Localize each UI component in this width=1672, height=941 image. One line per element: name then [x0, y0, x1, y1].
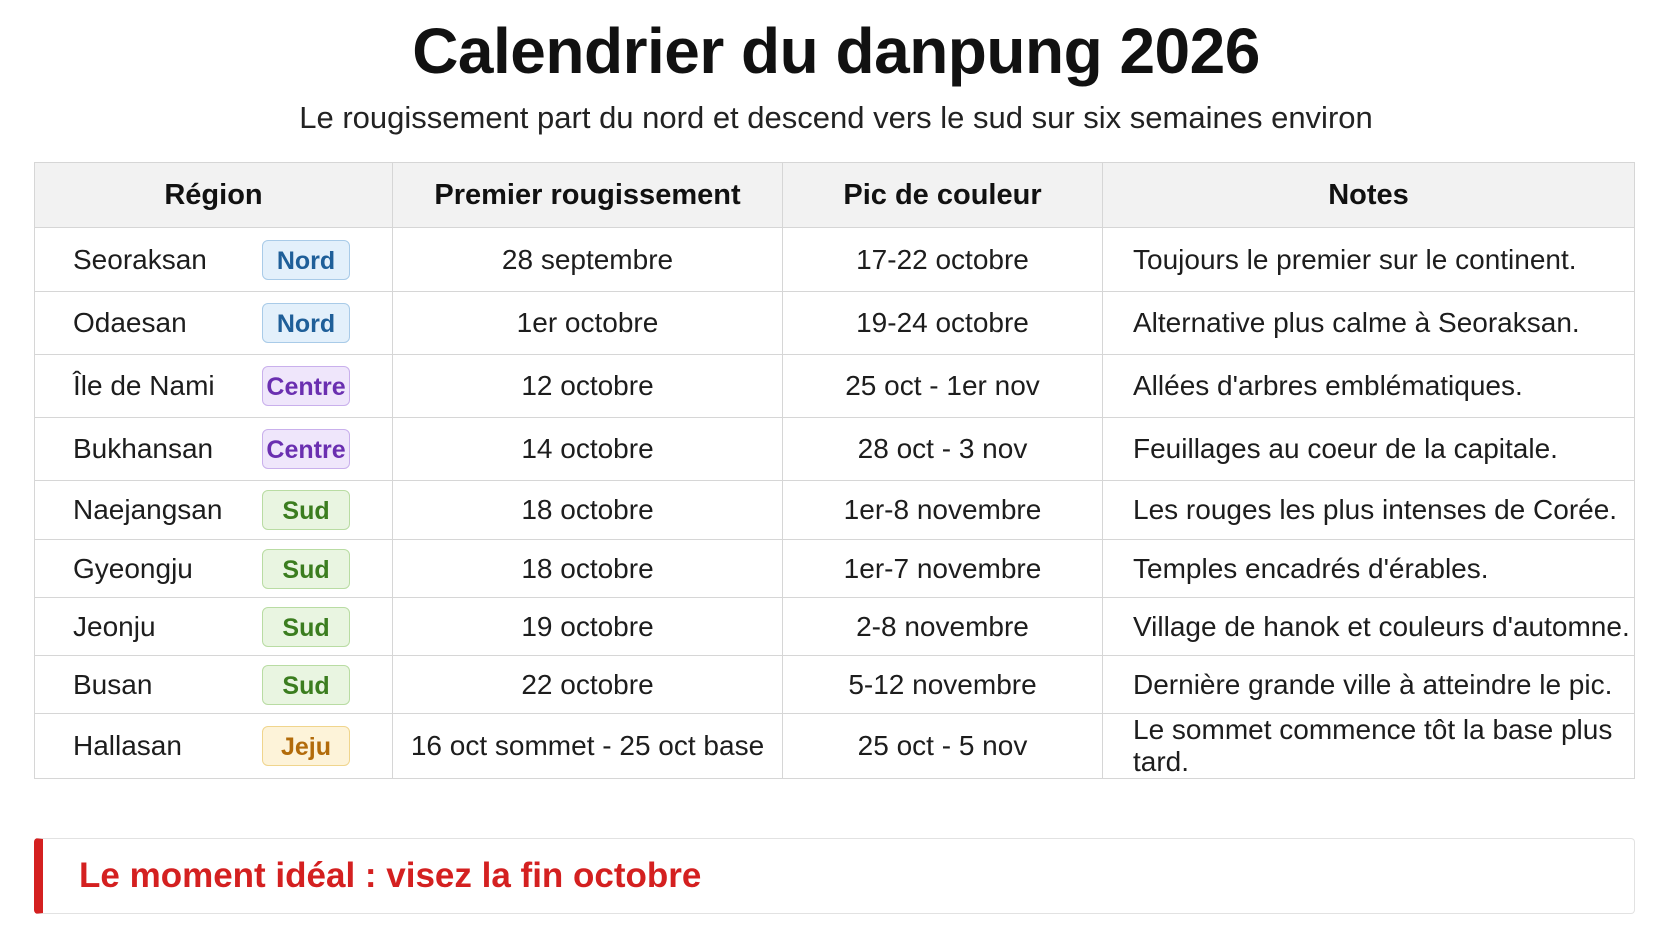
cell-notes: Le sommet commence tôt la base plus tard. [1103, 714, 1635, 779]
table-header-row [35, 163, 1635, 228]
table-row [35, 228, 1635, 292]
cell-first-reddening: 16 oct sommet - 25 oct base [393, 714, 783, 779]
region-name: Seoraksan [73, 243, 207, 275]
cell-peak-color: 5-12 novembre [783, 656, 1103, 714]
zone-badge: Jeju [262, 726, 350, 766]
zone-badge: Centre [262, 366, 350, 406]
zone-badge: Nord [262, 303, 350, 343]
cell-first-reddening: 1er octobre [393, 292, 783, 355]
cell-first-reddening: 14 octobre [393, 418, 783, 481]
region-name: Naejangsan [73, 494, 223, 525]
table-row [35, 540, 1635, 598]
table-row [35, 481, 1635, 540]
cell-notes: Feuillages au coeur de la capitale. [1103, 418, 1635, 481]
cell-peak-color: 17-22 octobre [783, 228, 1103, 292]
cell-region [35, 714, 393, 779]
cell-notes: Allées d'arbres emblématiques. [1103, 355, 1635, 418]
cell-region [35, 292, 393, 355]
zone-badge: Sud [262, 607, 350, 647]
cell-region [35, 228, 393, 292]
callout-box [34, 838, 1635, 914]
zone-badge: Nord [262, 240, 350, 280]
cell-region [35, 656, 393, 714]
cell-notes: Les rouges les plus intenses de Corée. [1103, 481, 1635, 540]
cell-peak-color: 2-8 novembre [783, 598, 1103, 656]
cell-region [35, 540, 393, 598]
table-row [35, 418, 1635, 481]
cell-peak-color: 25 oct - 1er nov [783, 355, 1103, 418]
region-name: Gyeongju [73, 552, 193, 584]
region-name: Bukhansan [73, 433, 214, 464]
region-name: Hallasan [73, 730, 182, 761]
cell-first-reddening: 18 octobre [393, 540, 783, 598]
page-title: Calendrier du danpung 2026 [412, 15, 1260, 87]
cell-first-reddening: 28 septembre [393, 228, 783, 292]
cell-region [35, 355, 393, 418]
page-subtitle: Le rougissement part du nord et descend vers le sud sur six semaines environ [299, 100, 1373, 135]
cell-peak-color: 19-24 octobre [783, 292, 1103, 355]
table-row [35, 598, 1635, 656]
zone-badge: Sud [262, 665, 350, 705]
cell-first-reddening: 18 octobre [393, 481, 783, 540]
cell-first-reddening: 12 octobre [393, 355, 783, 418]
header-first-reddening: Premier rougissement [393, 163, 783, 228]
cell-region [35, 598, 393, 656]
cell-first-reddening: 22 octobre [393, 656, 783, 714]
cell-notes: Village de hanok et couleurs d'automne. [1103, 598, 1635, 656]
region-name: Busan [73, 668, 153, 700]
header-region: Région [35, 163, 393, 228]
cell-peak-color: 25 oct - 5 nov [783, 714, 1103, 779]
region-name: Jeonju [73, 610, 156, 642]
cell-peak-color: 1er-7 novembre [783, 540, 1103, 598]
table-row [35, 355, 1635, 418]
cell-notes: Temples encadrés d'érables. [1103, 540, 1635, 598]
table-body [35, 228, 1635, 779]
cell-first-reddening: 19 octobre [393, 598, 783, 656]
table-row [35, 292, 1635, 355]
region-name: Odaesan [73, 307, 187, 338]
header-notes: Notes [1103, 163, 1635, 228]
header-peak-color: Pic de couleur [783, 163, 1103, 228]
cell-region [35, 418, 393, 481]
zone-badge: Centre [262, 429, 350, 469]
callout-text: Le moment idéal : visez la fin octobre [79, 856, 702, 895]
cell-notes: Toujours le premier sur le continent. [1103, 228, 1635, 292]
cell-notes: Dernière grande ville à atteindre le pic. [1103, 656, 1635, 714]
table-row [35, 714, 1635, 779]
cell-peak-color: 1er-8 novembre [783, 481, 1103, 540]
table-row [35, 656, 1635, 714]
cell-peak-color: 28 oct - 3 nov [783, 418, 1103, 481]
cell-region [35, 481, 393, 540]
calendar-table [34, 162, 1635, 779]
zone-badge: Sud [262, 549, 350, 589]
region-name: Île de Nami [73, 370, 215, 401]
zone-badge: Sud [262, 490, 350, 530]
cell-notes: Alternative plus calme à Seoraksan. [1103, 292, 1635, 355]
